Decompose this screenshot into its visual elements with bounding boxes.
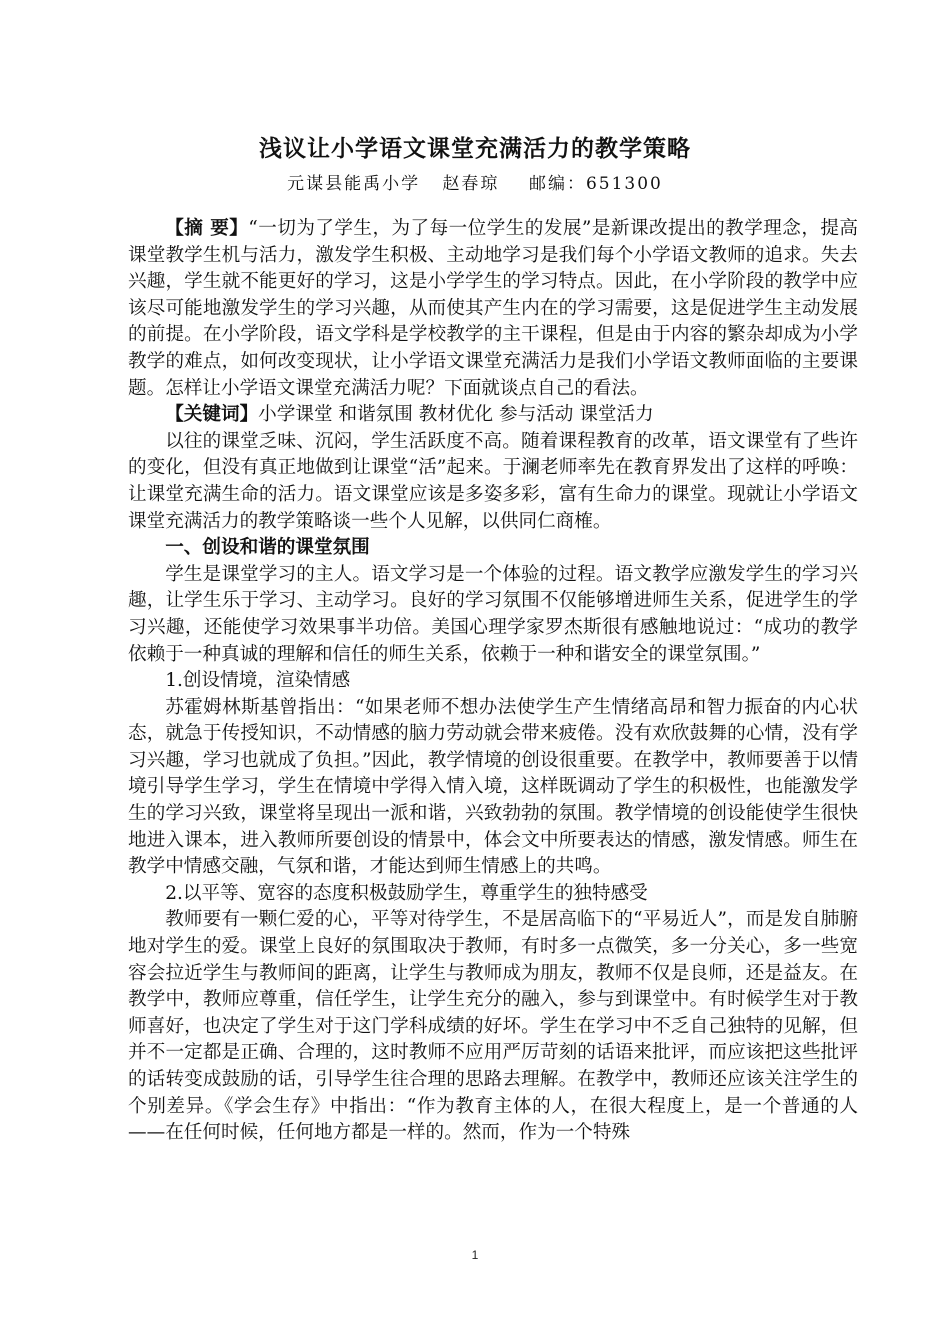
subsection-heading-2: 2.以平等、宽容的态度积极鼓励学生，尊重学生的独特感受 <box>165 882 648 904</box>
section-1-paragraph: 学生是课堂学习的主人。语文学习是一个体验的过程。语文教学应激发学生的学习兴趣，让学生乐于学习、主动学习。良好的学习氛围不仅能够增进师生关系，促进学生的学习兴趣，还能使学习效果事半功倍。美国心理学家罗杰斯很有感触地说过：“成功的教学依赖于一种真诚的理解和信任的师生关系，依赖于一种和谐安全的课堂氛围。” <box>128 563 858 665</box>
abstract-text: “一切为了学生，为了每一位学生的发展”是新课改提出的教学理念，提高课堂教学生机与活力，激发学生积极、主动地学习是我们每个小学语文教师的追求。失去兴趣，学生就不能更好的学习，这是小学学生的学习特点。因此，在小学阶段的教学中应该尽可能地激发学生的学习兴趣，从而使其产生内在的学习需要，这是促进学生主动发展的前提。在小学阶段，语文学科是学校教学的主干课程，但是由于内容的繁杂却成为小学教学的难点，如何改变现状，让小学语文课堂充满活力是我们小学语文教师面临的主要课题。怎样让小学语文课堂充满活力呢？下面就谈点自己的看法。 <box>128 218 858 399</box>
keywords-label: 【关键词】 <box>165 404 259 426</box>
page-number: 1 <box>471 1248 479 1262</box>
subsection-heading-1: 1.创设情境，渲染情感 <box>165 670 351 692</box>
keywords-paragraph <box>128 402 858 429</box>
abstract-paragraph <box>128 216 858 402</box>
author-byline: 元谋县能禹小学 赵春琼 邮编：651300 <box>287 174 663 194</box>
abstract-label: 【摘 要】 <box>165 218 249 239</box>
subsection-2-paragraph: 教师要有一颗仁爱的心，平等对待学生，不是居高临下的“平易近人”，而是发自肺腑地对学生的爱。课堂上良好的氛围取决于教师，有时多一点微笑，多一分关心，多一些宽容会拉近学生与教师间的距离，让学生与教师成为朋友，教师不仅是良师，还是益友。在教学中，教师应尊重，信任学生，让学生充分的融入，参与到课堂中。有时候学生对于教师喜好，也决定了学生对于这门学科成绩的好坏。学生在学习中不乏自己独特的见解，但并不一定都是正确、合理的，这时教师不应用严厉苛刻的话语来批评，而应该把这些批评的话转变成鼓励的话，引导学生往合理的思路去理解。在教学中，教师还应该关注学生的个别差异。《学会生存》中指出：“作为教育主体的人，在很大程度上，是一个普通的人——在任何时候，任何地方都是一样的。然而，作为一个特殊 <box>128 909 858 1144</box>
intro-paragraph: 以往的课堂乏味、沉闷，学生活跃度不高。随着课程教育的改革，语文课堂有了些许的变化，但没有真正地做到让课堂“活”起来。于澜老师率先在教育界发出了这样的呼唤：让课堂充满生命的活力。语文课堂应该是多姿多彩，富有生命力的课堂。现就让小学语文课堂充满活力的教学策略谈一些个人见解，以供同仁商榷。 <box>128 430 858 532</box>
section-heading-1: 一、创设和谐的课堂氛围 <box>165 537 370 559</box>
document-body <box>128 216 858 1147</box>
subsection-1-paragraph: 苏霍姆林斯基曾指出：“如果老师不想办法使学生产生情绪高昂和智力振奋的内心状态，就急于传授知识，不动情感的脑力劳动就会带来疲倦。没有欢欣鼓舞的心情，没有学习兴趣，学习也就成了负担。”因此，教学情境的创设很重要。在教学中，教师要善于以情境引导学生学习，学生在情境中学得入情入境，这样既调动了学生的积极性，也能激发学生的学习兴致，课堂将呈现出一派和谐，兴致勃勃的氛围。教学情境的创设能使学生很快地进入课本，进入教师所要创设的情景中，体会文中所要表达的情感，激发情感。师生在教学中情感交融，气氛和谐，才能达到师生情感上的共鸣。 <box>128 696 858 878</box>
document-title: 浅议让小学语文课堂充满活力的教学策略 <box>259 136 691 162</box>
keywords-text: 小学课堂 和谐氛围 教材优化 参与活动 课堂活力 <box>258 404 654 426</box>
